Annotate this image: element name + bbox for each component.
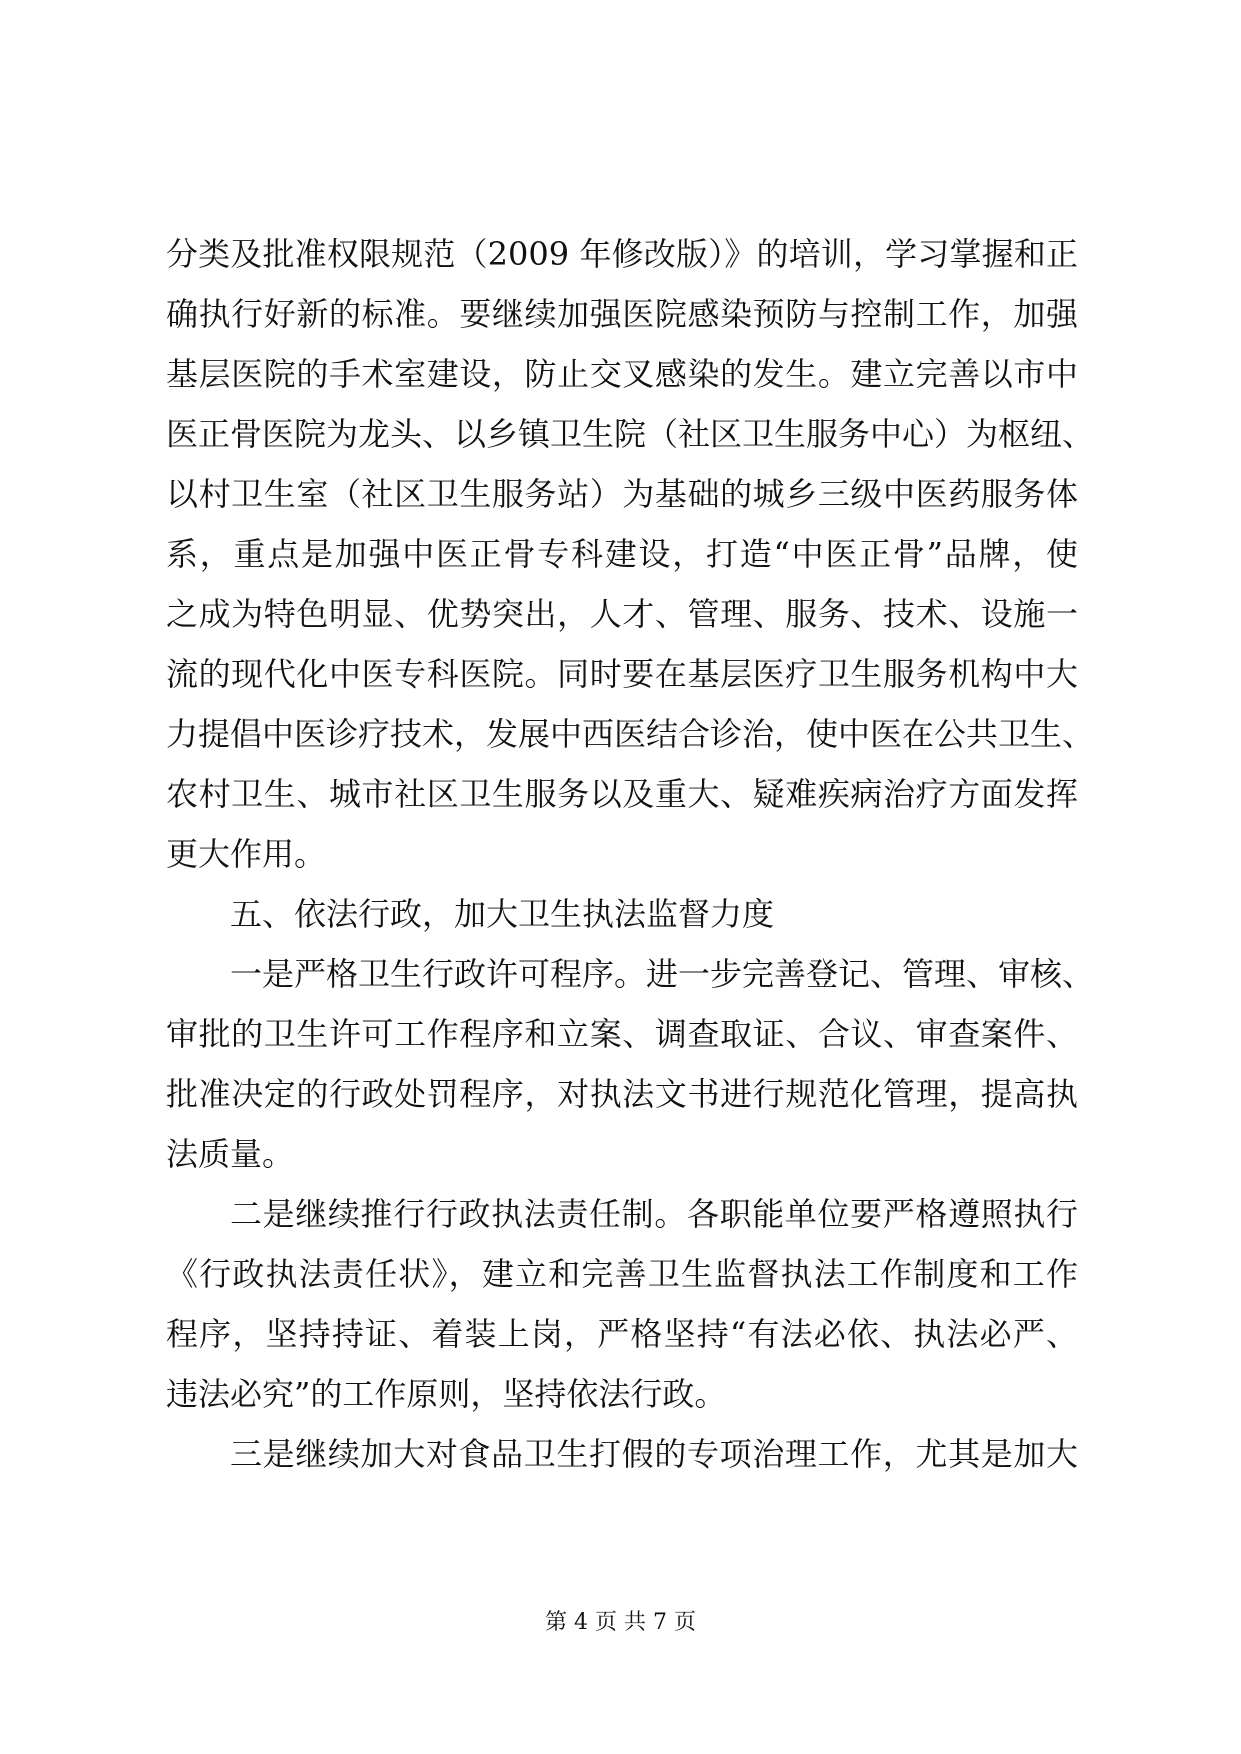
text-line: 基层医院的手术室建设，防止交叉感染的发生。建立完善以市中 [166, 355, 1078, 393]
text-line: 法质量。 [166, 1135, 295, 1173]
page-number: 第 4 页 共 7 页 [545, 1610, 696, 1635]
text-line: 更大作用。 [166, 835, 327, 873]
text-line: 医正骨医院为龙头、以乡镇卫生院（社区卫生服务中心）为枢纽、 [166, 415, 1095, 453]
text-line: 违法必究”的工作原则，坚持依法行政。 [166, 1375, 727, 1413]
text-line: 一是严格卫生行政许可程序。进一步完善登记、管理、审核、 [230, 955, 1095, 993]
text-line: 《行政执法责任状》，建立和完善卫生监督执法工作制度和工作 [166, 1255, 1078, 1293]
document-body [166, 224, 1095, 1484]
text-line: 程序，坚持持证、着装上岗，严格坚持“有法必依、执法必严、 [166, 1315, 1078, 1353]
text-line: 力提倡中医诊疗技术，发展中西医结合诊治，使中医在公共卫生、 [166, 715, 1095, 753]
text-line: 审批的卫生许可工作程序和立案、调查取证、合议、审查案件、 [166, 1015, 1078, 1053]
text-line: 流的现代化中医专科医院。同时要在基层医疗卫生服务机构中大 [166, 655, 1078, 693]
text-line: 三是继续加大对食品卫生打假的专项治理工作，尤其是加大 [230, 1435, 1078, 1473]
text-line: 之成为特色明显、优势突出，人才、管理、服务、技术、设施一 [166, 595, 1078, 633]
text-line: 分类及批准权限规范（2009 年修改版）》的培训，学习掌握和正 [166, 235, 1078, 273]
text-line: 农村卫生、城市社区卫生服务以及重大、疑难疾病治疗方面发挥 [166, 775, 1078, 813]
text-line: 以村卫生室（社区卫生服务站）为基础的城乡三级中医药服务体 [166, 475, 1078, 513]
section-heading: 五、依法行政，加大卫生执法监督力度 [230, 895, 775, 933]
text-line: 确执行好新的标准。要继续加强医院感染预防与控制工作，加强 [166, 295, 1078, 333]
text-line: 批准决定的行政处罚程序，对执法文书进行规范化管理，提高执 [166, 1075, 1078, 1113]
text-line: 二是继续推行行政执法责任制。各职能单位要严格遵照执行 [230, 1195, 1078, 1233]
text-line: 系，重点是加强中医正骨专科建设，打造“中医正骨”品牌，使 [166, 535, 1078, 573]
